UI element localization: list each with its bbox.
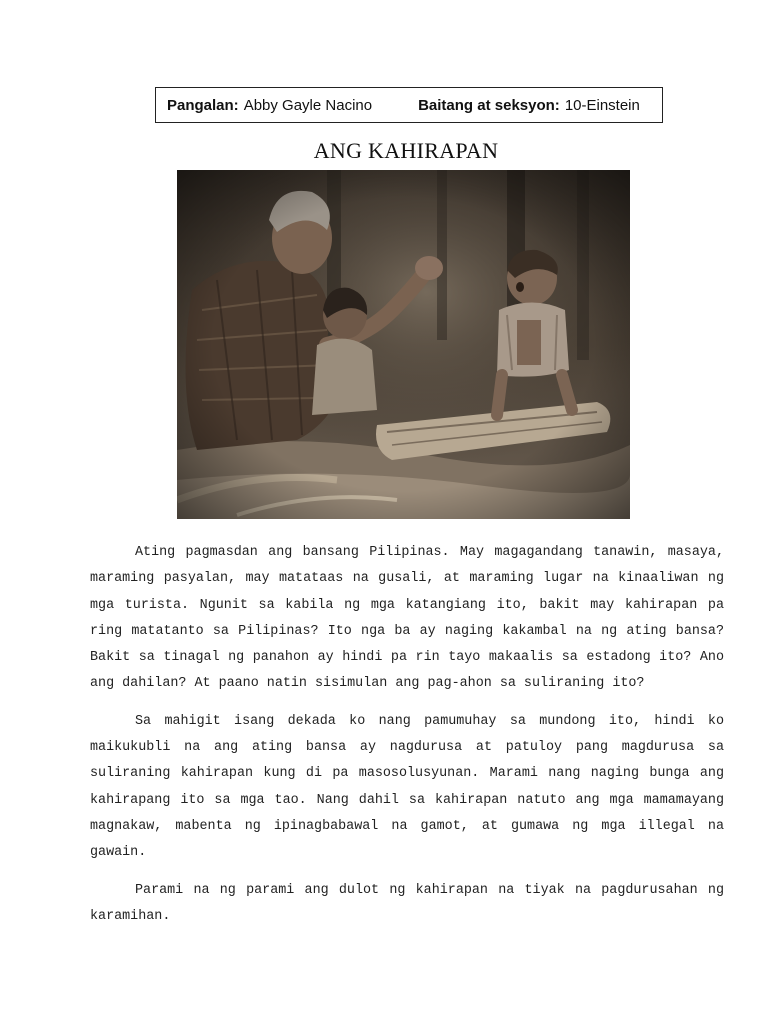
- photo-illustration: [177, 170, 630, 519]
- poverty-photo: [177, 170, 630, 519]
- grade-value: 10-Einstein: [564, 96, 640, 114]
- document-title: ANG KAHIRAPAN: [313, 138, 499, 163]
- name-label: Pangalan:: [167, 96, 239, 114]
- paragraph-2: Sa mahigit isang dekada ko nang pamumuhay sa mundong ito, hindi ko maikukubli na ang ating bansa ay nagdurusa at patuloy pang magdurusa sa suliraning kahirapan kung di pa masosolusyunan. Marami nang naging bunga ang kahirapang ito sa mga tao. Nang dahil sa kahirapan natuto ang mga mamamayang magnakaw, mabenta ng ipinagbabawal na gamot, at gumawa ng mga illegal na gawain.: [90, 713, 724, 861]
- grade-section: [418, 97, 640, 114]
- student-info-box: [155, 87, 663, 123]
- grade-label: Baitang at seksyon:: [418, 96, 560, 114]
- essay-body: [90, 540, 724, 941]
- student-name: [167, 97, 372, 114]
- name-value: Abby Gayle Nacino: [243, 96, 373, 114]
- paragraph-1: Ating pagmasdan ang bansang Pilipinas. May magagandang tanawin, masaya, maraming pasyalan, may matataas na gusali, at maraming lugar na kinaaliwan ng mga turista. Ngunit sa kabila ng mga katangiang ito, bakit may kahirapan pa ring matatanto sa Pilipinas? Ito nga ba ay naging kakambal na ng ating bansa? Bakit sa tinagal ng panahon ay hindi pa rin tayo makaalis sa estadong ito? Ano ang dahilan? At paano natin sisimulan ang pag-ahon sa suliraning ito?: [90, 545, 724, 692]
- paragraph-3: Parami na ng parami ang dulot ng kahirapan na tiyak na pagdurusahan ng karamihan.: [90, 882, 724, 924]
